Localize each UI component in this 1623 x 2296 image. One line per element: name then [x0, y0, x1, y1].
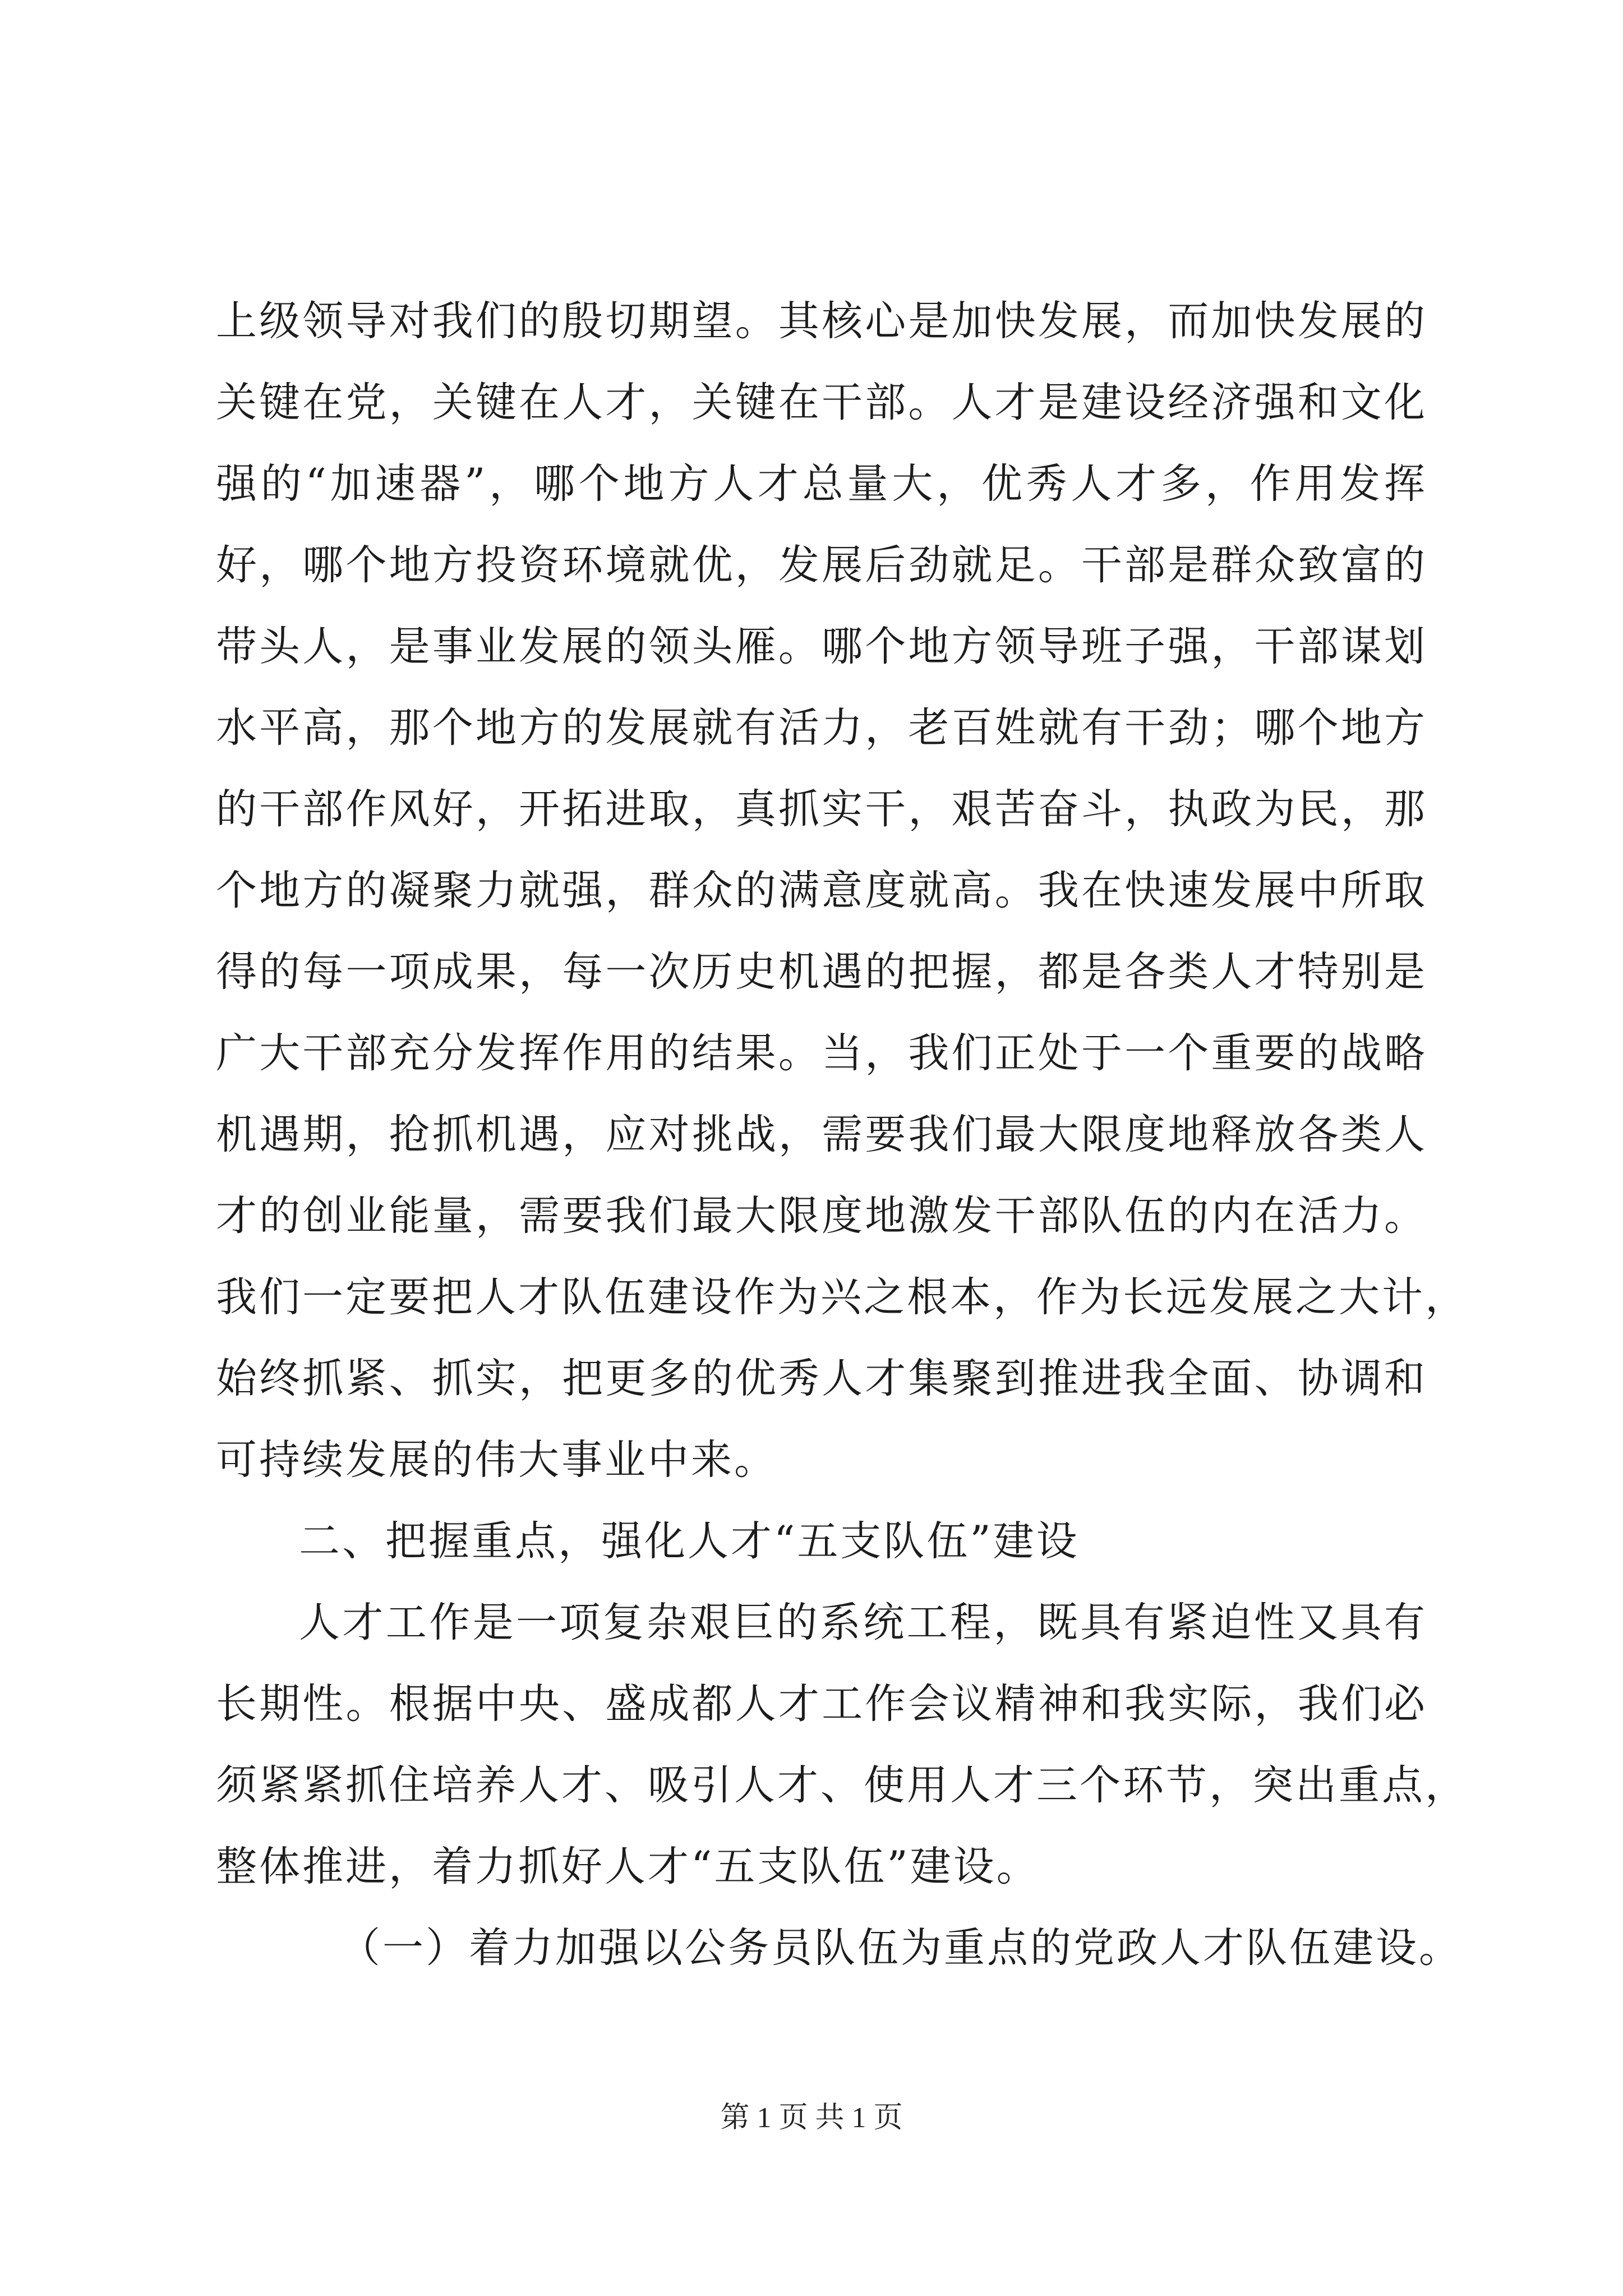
body-line: 关键在党，关键在人才，关键在干部。人才是建设经济强和文化 — [216, 379, 1427, 426]
body-line: 机遇期，抢抓机遇，应对挑战，需要我们最大限度地释放各类人 — [216, 1111, 1427, 1158]
body-line: 始终抓紧、抓实，把更多的优秀人才集聚到推进我全面、协调和 — [216, 1355, 1427, 1402]
section-heading: 二、把握重点，强化人才“五支队伍”建设 — [299, 1517, 1080, 1565]
body-line: 带头人，是事业发展的领头雁。哪个地方领导班子强，干部谋划 — [216, 623, 1427, 670]
body-line: 可持续发展的伟大事业中来。 — [216, 1436, 777, 1484]
body-line: 好，哪个地方投资环境就优，发展后劲就足。干部是群众致富的 — [216, 541, 1427, 589]
page-number-footer: 第 1 页 共 1 页 — [720, 2102, 903, 2134]
body-line: 水平高，那个地方的发展就有活力，老百姓就有干劲；哪个地方 — [216, 704, 1427, 752]
body-line: 得的每一项成果，每一次历史机遇的把握，都是各类人才特别是 — [216, 948, 1427, 996]
subsection-heading: （一）着力加强以公务员队伍为重点的党政人才队伍建设。 — [339, 1924, 1462, 1972]
body-line: 须紧紧抓住培养人才、吸引人才、使用人才三个环节，突出重点， — [216, 1761, 1468, 1809]
body-line: 上级领导对我们的殷切期望。其核心是加快发展，而加快发展的 — [216, 297, 1427, 345]
document-body — [216, 280, 1468, 1989]
body-line: 的干部作风好，开拓进取，真抓实干，艰苦奋斗，执政为民，那 — [216, 785, 1427, 833]
body-line: 个地方的凝聚力就强，群众的满意度就高。我在快速发展中所取 — [216, 867, 1427, 914]
body-line: 才的创业能量，需要我们最大限度地激发干部队伍的内在活力。 — [216, 1192, 1427, 1240]
body-line: 我们一定要把人才队伍建设作为兴之根本，作为长远发展之大计， — [216, 1273, 1468, 1321]
body-line: 整体推进，着力抓好人才“五支队伍”建设。 — [216, 1843, 1040, 1890]
body-line: 强的“加速器”，哪个地方人才总量大，优秀人才多，作用发挥 — [216, 460, 1427, 508]
body-line: 广大干部充分发挥作用的结果。当，我们正处于一个重要的战略 — [216, 1029, 1427, 1077]
body-line: 长期性。根据中央、盛成都人才工作会议精神和我实际，我们必 — [216, 1680, 1427, 1728]
body-line: 人才工作是一项复杂艰巨的系统工程，既具有紧迫性又具有 — [299, 1599, 1427, 1646]
